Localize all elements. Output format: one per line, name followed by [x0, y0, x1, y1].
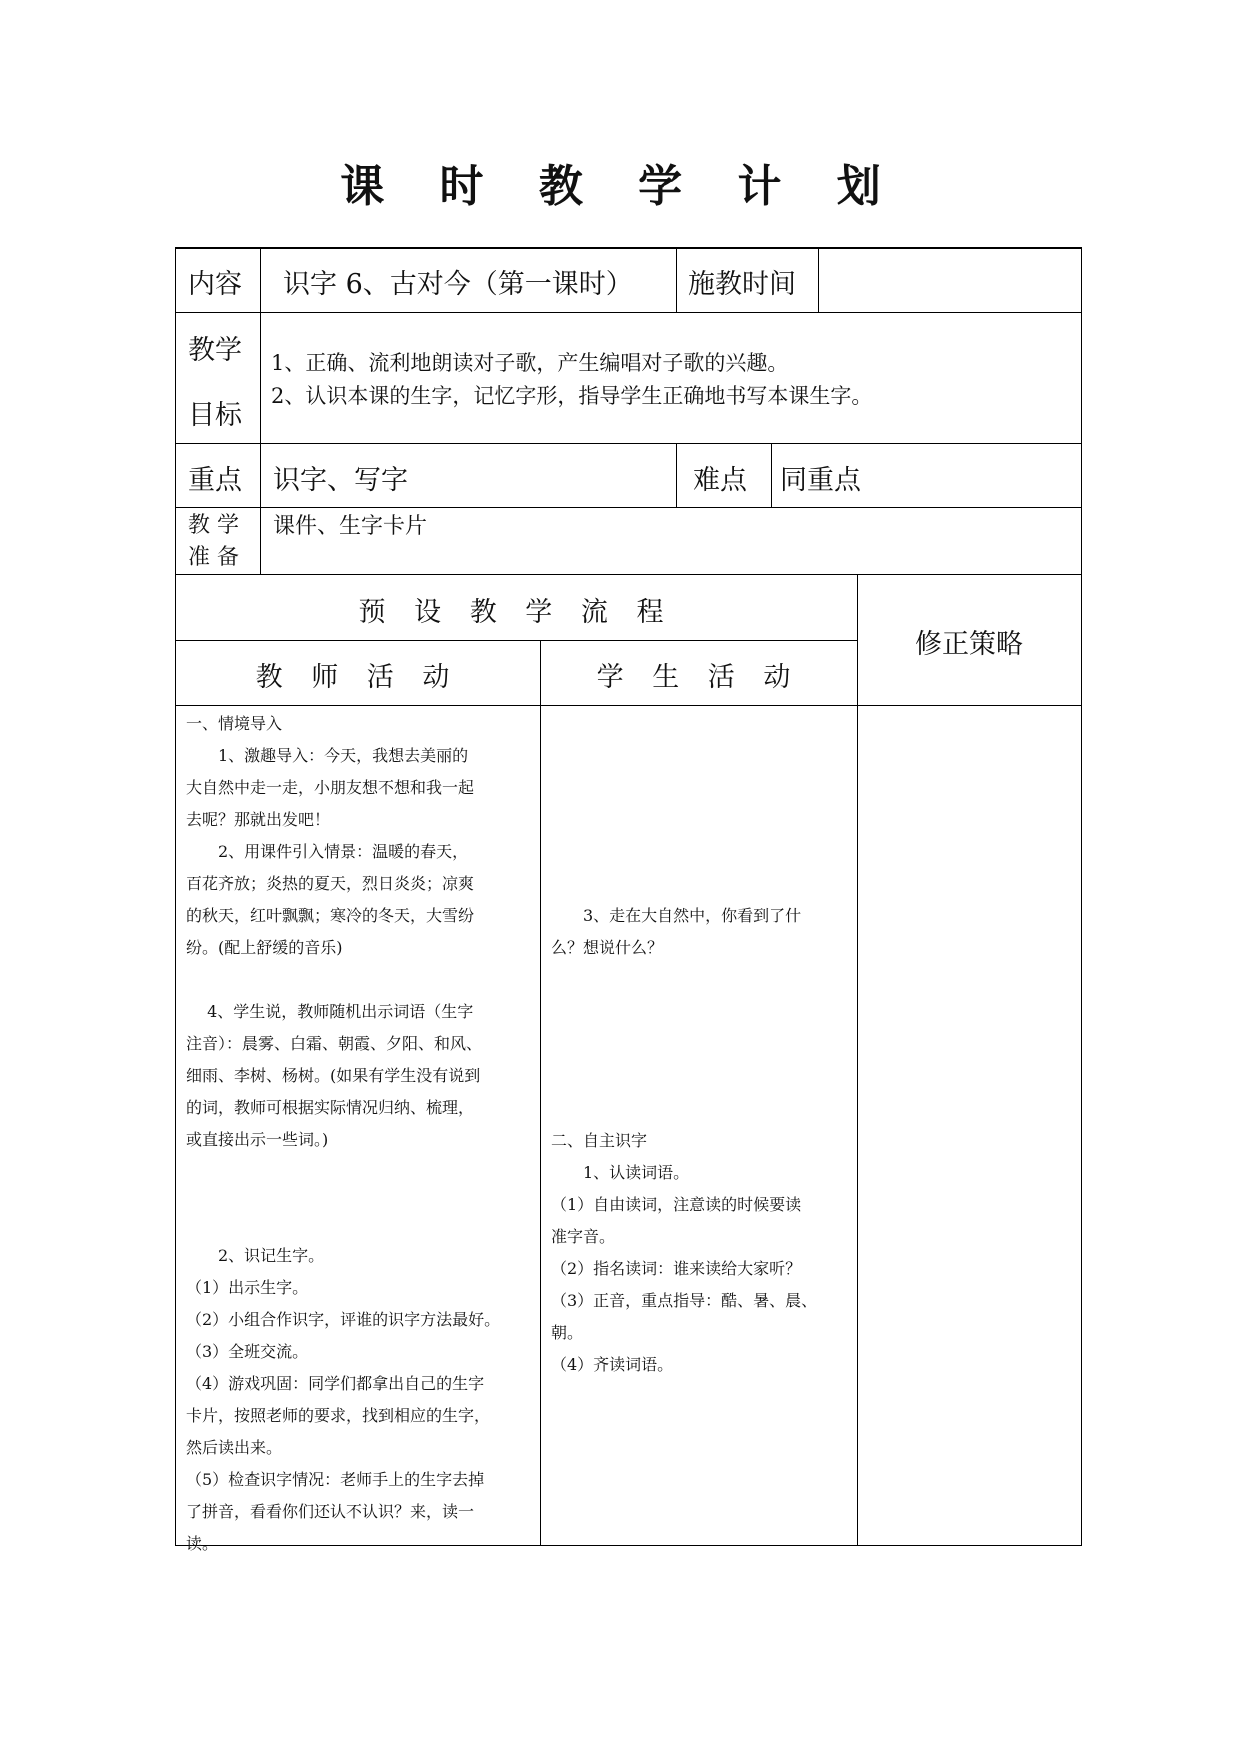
time-label: 施教时间: [688, 269, 796, 300]
teacher-line: 一、情境导入: [186, 714, 283, 733]
student-heading: 学 生 活 动: [596, 662, 801, 693]
teacher-line: 然后读出来。: [186, 1438, 283, 1457]
teacher-line: 2、用课件引入情景：温暖的春天，: [186, 842, 469, 861]
teacher-line: 的词，教师可根据实际情况归纳、梳理，: [186, 1098, 475, 1117]
teacher-line: 卡片，按照老师的要求，找到相应的生字，: [186, 1406, 491, 1425]
page-title: 课 时 教 学 计 划: [340, 161, 901, 212]
student-line: 二、自主识字: [551, 1131, 648, 1150]
content-label: 内容: [188, 269, 242, 300]
teacher-line: 或直接出示一些词。): [186, 1130, 329, 1149]
teacher-line: 纷。(配上舒缓的音乐): [186, 938, 343, 957]
teacher-line: 4、学生说，教师随机出示词语（生字: [186, 1002, 474, 1021]
student-line: （3）正音，重点指导：酷、暑、晨、: [551, 1291, 818, 1310]
teacher-line: [186, 1156, 536, 1188]
teacher-line: 细雨、李树、杨树。(如果有学生没有说到: [186, 1066, 481, 1085]
flow-heading: 预 设 教 学 流 程: [358, 597, 674, 628]
teacher-line: （2）小组合作识字，评谁的识字方法最好。: [186, 1310, 501, 1329]
teacher-activity: [186, 708, 536, 1560]
teacher-line: 读。: [186, 1534, 219, 1553]
teacher-line: 注音）：晨雾、白霜、朝霞、夕阳、和风、: [186, 1034, 483, 1053]
goals-label-1: 教学: [188, 335, 242, 366]
student-line: 3、走在大自然中，你看到了什: [551, 906, 802, 925]
teacher-heading: 教 师 活 动: [255, 662, 460, 693]
teacher-line: 2、识记生字。: [186, 1246, 325, 1265]
student-line: （2）指名读词：谁来读给大家听？: [551, 1259, 802, 1278]
teacher-line: （4）游戏巩固：同学们都拿出自己的生字: [186, 1374, 485, 1393]
student-line: 1、认读词语。: [551, 1163, 690, 1182]
goal-item: 2、认识本课的生字，记忆字形，指导学生正确地书写本课生字。: [271, 384, 873, 408]
teacher-line: [186, 1188, 536, 1220]
preparation-label: [188, 510, 239, 574]
teacher-line: [186, 1220, 536, 1240]
preparation-label-2: 准 备: [188, 545, 239, 570]
preparation-value: 课件、生字卡片: [273, 514, 428, 539]
teacher-line: （1）出示生字。: [186, 1278, 309, 1297]
student-line: （4）齐读词语。: [551, 1355, 674, 1374]
teacher-line: 的秋天，红叶飘飘；寒冷的冬天，大雪纷: [186, 906, 475, 925]
preparation-label-1: 教 学: [188, 513, 239, 538]
teacher-line: （3）全班交流。: [186, 1342, 309, 1361]
difficulty-label: 难点: [693, 465, 747, 496]
student-line: （1）自由读词，注意读的时候要读: [551, 1195, 802, 1214]
goals-label-2: 目标: [188, 400, 242, 431]
key-point-label: 重点: [188, 465, 242, 496]
key-point-value: 识字、写字: [273, 465, 408, 496]
student-activity-observe: [551, 900, 853, 964]
teacher-line: 去呢？那就出发吧！: [186, 810, 331, 829]
student-line: 准字音。: [551, 1227, 616, 1246]
student-line: 么？想说什么？: [551, 938, 664, 957]
teacher-line: （5）检查识字情况：老师手上的生字去掉: [186, 1470, 485, 1489]
teacher-line: 1、激趣导入：今天，我想去美丽的: [186, 746, 469, 765]
difficulty-value: 同重点: [780, 465, 861, 496]
content-value: 识字 6、古对今（第一课时）: [283, 269, 633, 300]
goal-item: 1、正确、流利地朗读对子歌，产生编唱对子歌的兴趣。: [271, 351, 789, 375]
goals-list: [271, 347, 1071, 413]
teacher-line: 百花齐放；炎热的夏天，烈日炎炎；凉爽: [186, 874, 475, 893]
revision-heading: 修正策略: [915, 629, 1023, 660]
teacher-line: 大自然中走一走，小朋友想不想和我一起: [186, 778, 475, 797]
student-line: 朝。: [551, 1323, 584, 1342]
student-activity-reading: [551, 1125, 853, 1381]
teacher-line: [186, 964, 536, 996]
teacher-line: 了拼音，看看你们还认不认识？来，读一: [186, 1502, 475, 1521]
